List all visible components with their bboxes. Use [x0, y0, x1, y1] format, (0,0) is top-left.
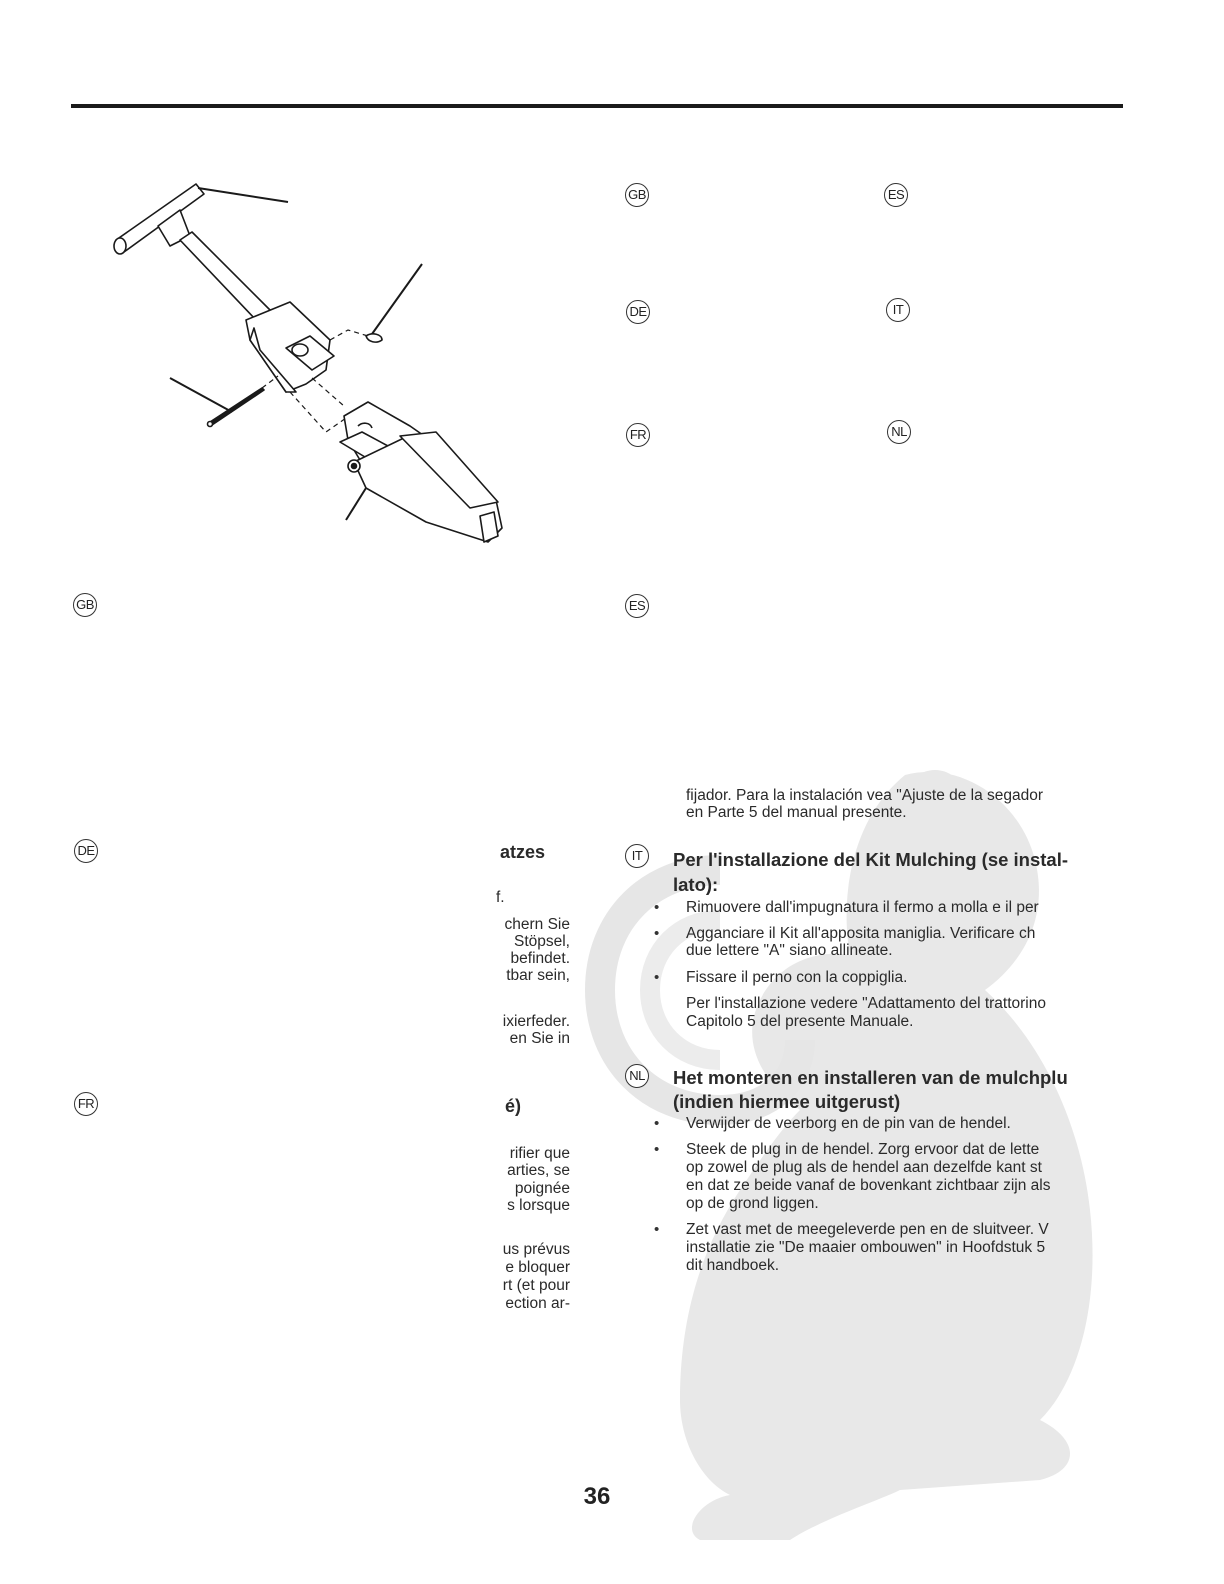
badge-es-section: ES [625, 594, 649, 618]
fr-line: arties, se [507, 1162, 570, 1179]
de-heading-fragment: atzes [499, 842, 545, 862]
de-line: ixierfeder. [502, 1013, 570, 1030]
it-heading-line: Per l'installazione del Kit Mulching (se instal- [673, 849, 1069, 870]
bullet: • [654, 1115, 660, 1132]
fr-line: e bloquer [505, 1259, 570, 1276]
it-bullet-text: Fissare il perno con la coppiglia. [686, 969, 908, 986]
handle-shaft [180, 232, 270, 320]
it-note-line: Per l'installazione vedere "Adattamento del trattorino [686, 995, 1046, 1012]
bullet: • [654, 925, 660, 942]
badge-gb: GB [625, 183, 649, 207]
it-bullet-text: Rimuovere dall'impugnatura il fermo a molla e il per [686, 899, 1039, 916]
it-heading-line: lato): [673, 874, 719, 895]
nl-bullet-text: installatie zie "De maaier ombouwen" in Hoofdstuk 5 [686, 1239, 1046, 1256]
de-line: tbar sein, [506, 967, 570, 984]
nl-bullet-text: dit handboek. [686, 1257, 780, 1274]
nl-bullet-text: Zet vast met de meegeleverde pen en de sluitveer. V [686, 1221, 1049, 1238]
handle-grip-end [114, 238, 126, 254]
fr-line: us prévus [502, 1241, 570, 1258]
nl-heading-line: (indien hiermee uitgerust) [673, 1091, 901, 1112]
it-bullet-text: Agganciare il Kit all'apposita maniglia. Verificare ch [686, 925, 1036, 942]
badge-fr: FR [626, 423, 650, 447]
nl-heading-line: Het monteren en installeren van de mulchplu [673, 1067, 1068, 1088]
fr-line: rifier que [509, 1145, 570, 1162]
de-line: Stöpsel, [513, 933, 570, 950]
mulch-kit-illustration [100, 170, 540, 570]
nl-bullet-text: Steek de plug in de hendel. Zorg ervoor dat de lette [686, 1141, 1040, 1158]
fr-heading-fragment: é) [504, 1096, 521, 1116]
badge-nl-section: NL [625, 1064, 649, 1088]
bullet: • [654, 1141, 660, 1158]
it-note-line: Capitolo 5 del presente Manuale. [686, 1013, 914, 1030]
bullet: • [654, 1221, 660, 1238]
es-tail-line: en Parte 5 del manual presente. [686, 804, 907, 821]
badge-fr-section: FR [74, 1092, 98, 1116]
badge-it-section: IT [625, 844, 649, 868]
fr-line: ection ar- [505, 1295, 570, 1312]
badge-gb-section: GB [73, 593, 97, 617]
de-line: befindet. [510, 950, 570, 967]
page-number: 36 [583, 1483, 611, 1510]
nl-bullet-text: op de grond liggen. [686, 1195, 819, 1212]
fr-line: s lorsque [507, 1197, 570, 1214]
leader-grip [198, 188, 288, 202]
leader-cotter [372, 264, 422, 334]
badge-de: DE [626, 300, 650, 324]
leader-pin [170, 378, 232, 412]
nl-bullet-text: op zowel de plug als de hendel aan dezelfde kant st [686, 1159, 1042, 1176]
it-bullet-text: due lettere "A" siano allineate. [686, 942, 893, 959]
de-line: en Sie in [509, 1030, 570, 1047]
badge-es: ES [884, 183, 908, 207]
de-line: f. [496, 889, 505, 906]
cotter-pin [366, 334, 382, 342]
badge-it: IT [886, 298, 910, 322]
badge-de-section: DE [74, 839, 98, 863]
fr-line: poignée [514, 1180, 570, 1197]
leader-plug [346, 488, 366, 520]
fr-line: rt (et pour [502, 1277, 570, 1294]
bullet: • [654, 899, 660, 916]
top-rule [71, 104, 1123, 108]
de-line: chern Sie [504, 916, 570, 933]
es-tail-line: fijador. Para la instalación vea "Ajuste de la segador [686, 787, 1044, 804]
nl-bullet-text: en dat ze beide vanaf de bovenkant zichtbaar zijn als [686, 1177, 1051, 1194]
badge-nl: NL [887, 420, 911, 444]
pin [210, 388, 264, 425]
nl-bullet-text: Verwijder de veerborg en de pin van de hendel. [686, 1115, 1011, 1132]
bullet: • [654, 969, 660, 986]
